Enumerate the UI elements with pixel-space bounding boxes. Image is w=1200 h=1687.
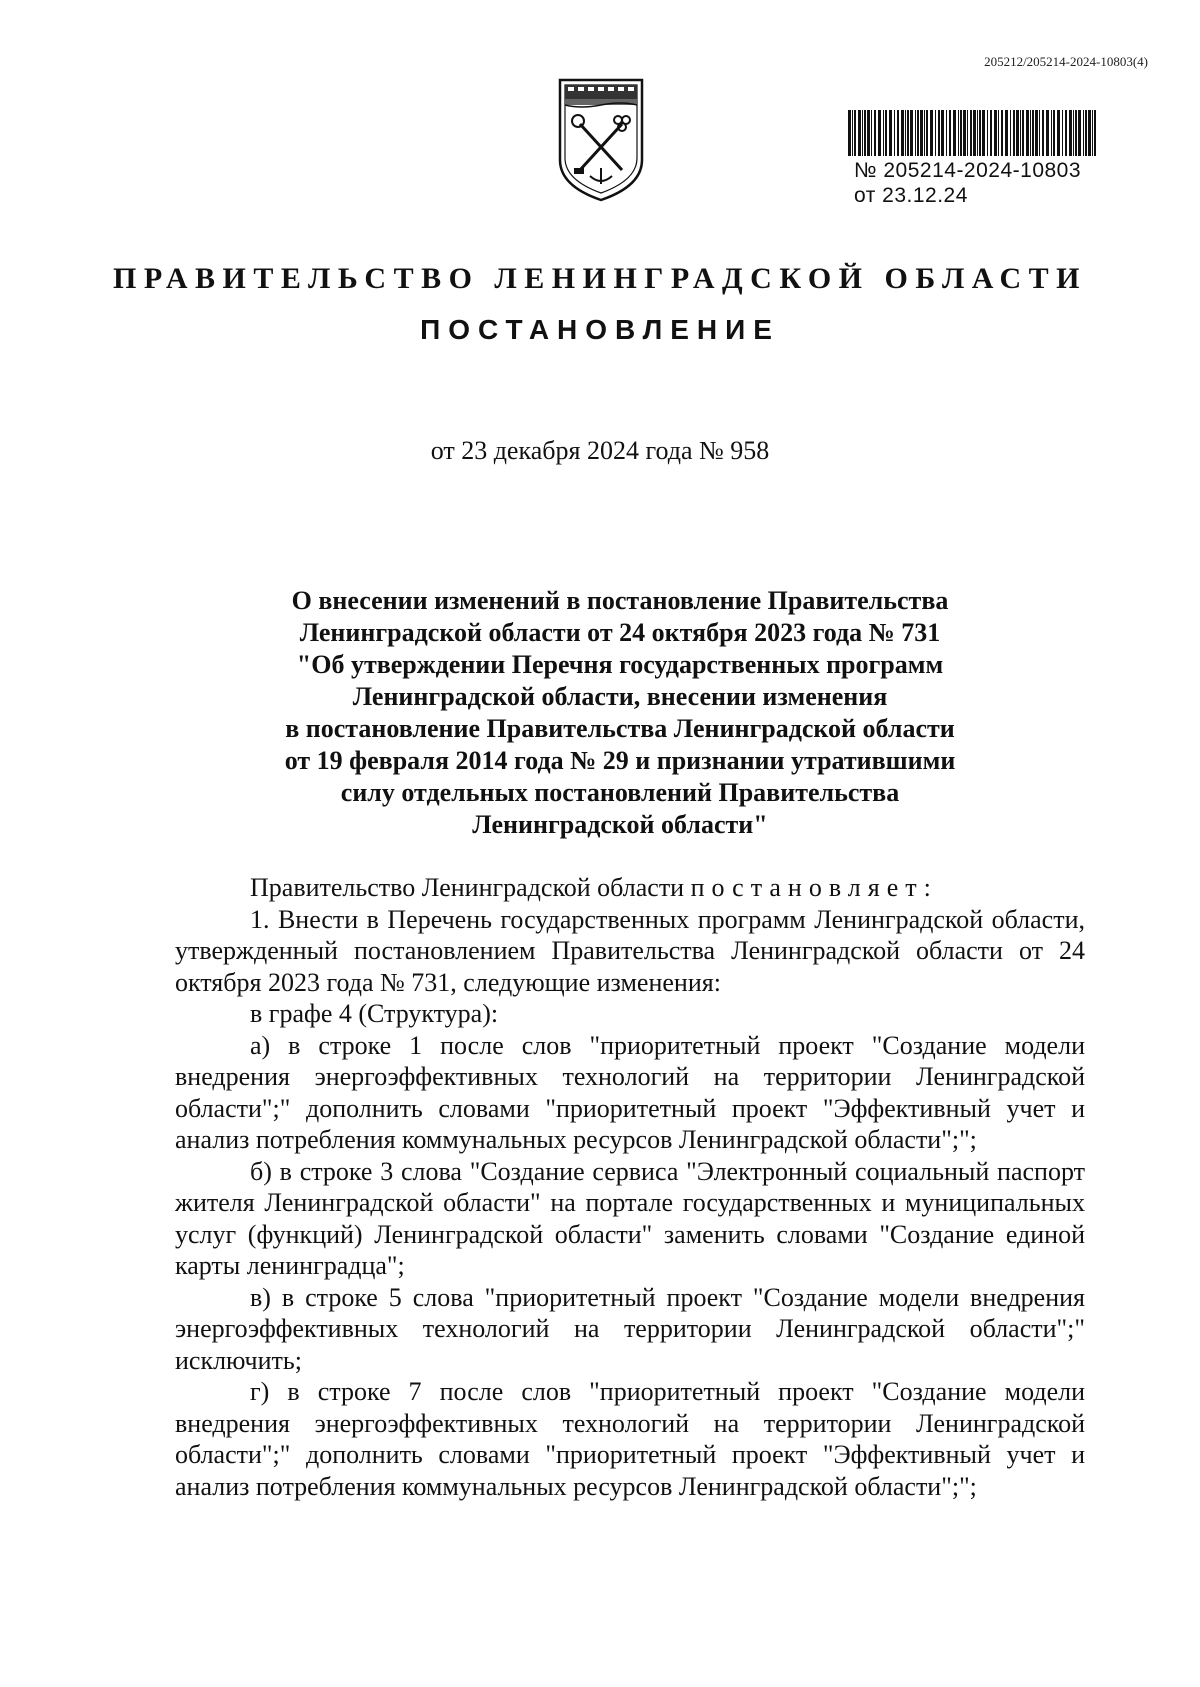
preamble-verb: постановляет: — [690, 873, 938, 902]
body-paragraph: г) в строке 7 после слов "приоритетный проект "Создание модели внедрения энергоэффективных технологий на территории Ленинградской области";" дополнить словами "приоритетный проект "Эффективный учет и анализ потребления коммунальных ресурсов Ленинградской области";"; — [175, 1377, 1085, 1501]
body-paragraph: 1. Внести в Перечень государственных программ Ленинградской области, утвержденный постановлением Правительства Ленинградской области от 24 октября 2023 года № 731, следующие изменения: — [175, 904, 1085, 997]
subject-line: Ленинградской области, внесении изменения — [352, 682, 888, 711]
decree-date-line: от 23 декабря 2024 года № 958 — [430, 436, 770, 465]
body-paragraph: б) в строке 3 слова "Создание сервиса "Электронный социальный паспорт жителя Ленинградской области" на портале государственных и муниципальных услуг (функций) Ленинградской области" заменить словами "Создание единой карты ленинградца"; — [175, 1156, 1085, 1280]
subject-line: О внесении изменений в постановление Правительства — [291, 586, 949, 615]
subject-line: в постановление Правительства Ленинградской области — [285, 714, 955, 743]
subject-line: от 19 февраля 2014 года № 29 и признании утратившими — [284, 746, 956, 775]
government-title: ПРАВИТЕЛЬСТВО ЛЕНИНГРАДСКОЙ ОБЛАСТИ — [113, 262, 1087, 295]
document-code: 205212/205214-2024-10803(4) — [984, 54, 1148, 69]
registration-block — [854, 158, 1081, 208]
body-paragraph: в) в строке 5 слова "приоритетный проект "Создание модели внедрения энергоэффективных технологий на территории Ленинградской области";" исключить; — [175, 1282, 1085, 1375]
subject-line: силу отдельных постановлений Правительства — [340, 778, 900, 807]
body-paragraph: в графе 4 (Структура): — [250, 999, 499, 1028]
document-type-title: ПОСТАНОВЛЕНИЕ — [420, 314, 780, 345]
subject-line: Ленинградской области от 24 октября 2023 года № 731 — [299, 618, 941, 647]
registration-number: № 205214-2024-10803 — [854, 159, 1082, 182]
preamble — [175, 872, 1085, 904]
coat-of-arms-icon — [556, 76, 646, 204]
decree-subject — [250, 585, 990, 841]
decree-body — [175, 872, 1085, 1502]
registration-date: от 23.12.24 — [854, 184, 968, 207]
barcode-icon — [846, 110, 1102, 156]
subject-line: Ленинградской области" — [472, 810, 768, 839]
subject-line: "Об утверждении Перечня государственных программ — [296, 650, 944, 679]
preamble-text: Правительство Ленинградской области — [250, 873, 691, 902]
body-paragraph: а) в строке 1 после слов "приоритетный проект "Создание модели внедрения энергоэффективных технологий на территории Ленинградской области";" дополнить словами "приоритетный проект "Эффективный учет и анализ потребления коммунальных ресурсов Ленинградской области";"; — [175, 1030, 1085, 1154]
